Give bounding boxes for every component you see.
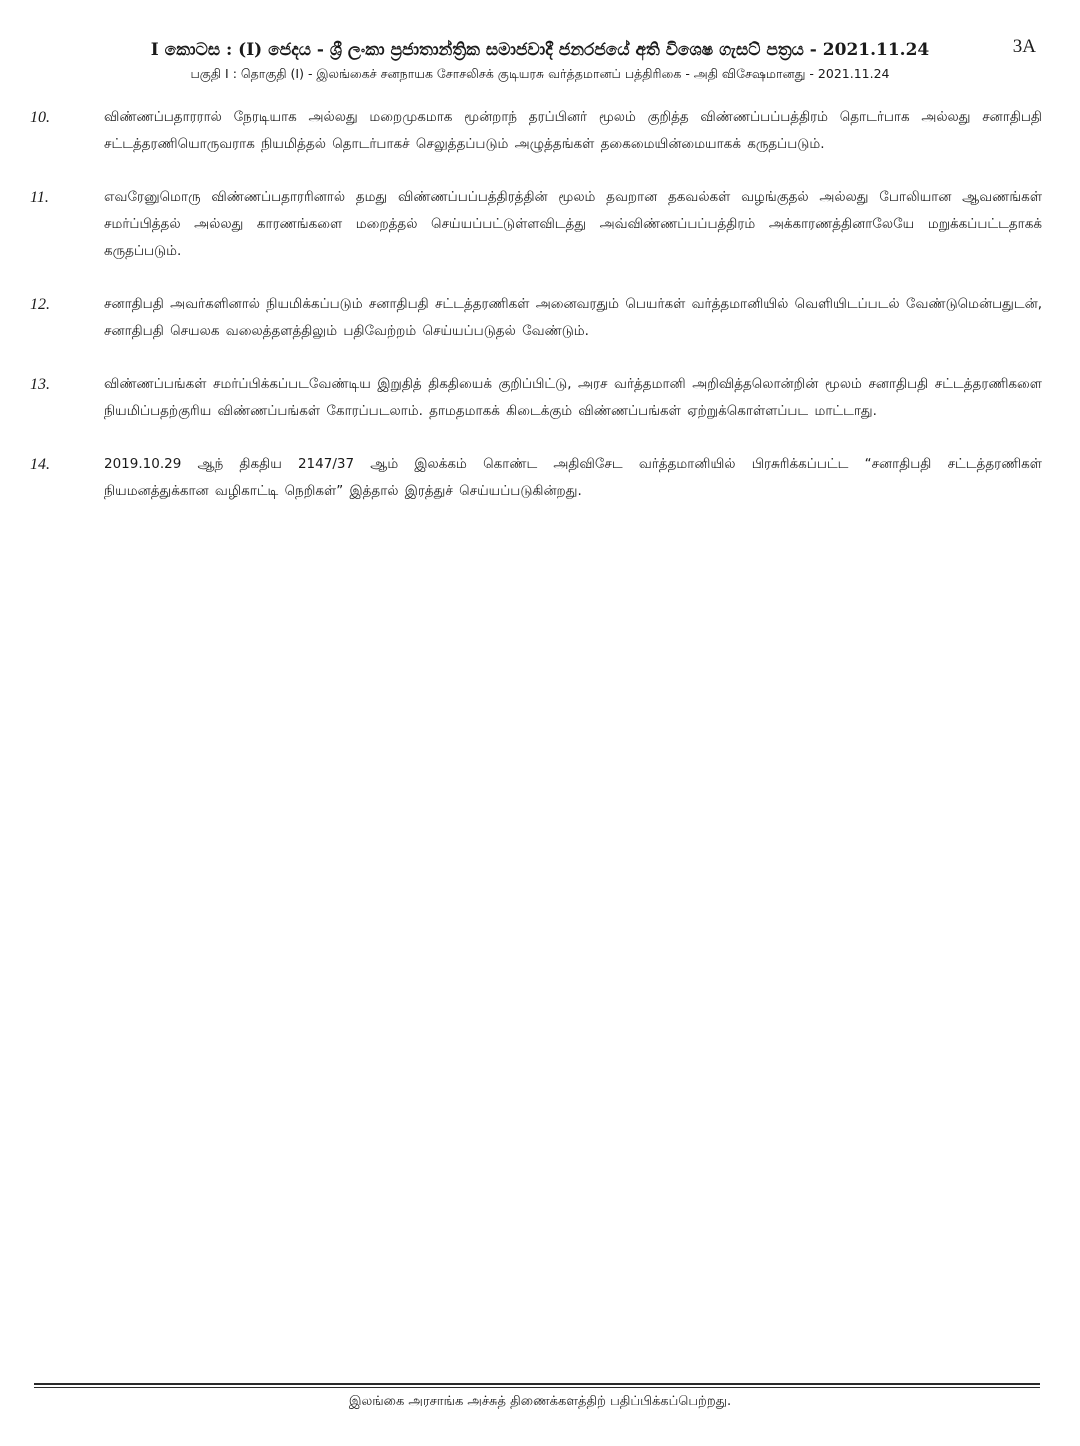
clause-text: விண்ணப்பதாரரால் நேரடியாக அல்லது மறைமுகமாக மூன்றாந் தரப்பினர் மூலம் குறித்த விண்ணப்பப்பத்திரம் தொடர்பாக அல்லது சனாதிபதி சட்டத்தரணியொருவராக நியமித்தல் தொடர்பாகச் செலுத்தப்படும் அழுத்தங்கள் தகைமையின்மையாகக் கருதப்படும்.: [104, 109, 1042, 152]
clause-text: சனாதிபதி அவர்களினால் நியமிக்கப்படும் சனாதிபதி சட்டத்தரணிகள் அனைவரதும் பெயர்கள் வர்த்தமானியில் வெளியிடப்படல் வேண்டுமென்பதுடன், சனாதிபதி செயலக வலைத்தளத்திலும் பதிவேற்றம் செய்யப்படுதல் வேண்டும்.: [104, 296, 1042, 339]
clause-number: 11.: [30, 189, 49, 206]
clause-number: 10.: [30, 109, 50, 126]
clause-12: [30, 291, 1042, 345]
clause-13: [30, 371, 1042, 425]
clause-number: 13.: [30, 376, 50, 393]
page-number: 3A: [1012, 36, 1036, 57]
header-sinhala-title: I කොටස : (I) ජෙදය - ශ්‍රී ලංකා ප්‍රජාතාන්ත්‍රික සමාජවාදී ජනරජයේ අති විශෙෂ ගැසට් පත්‍රය - 2021.11.24: [150, 40, 930, 60]
footer-printer-note: இலங்கை அரசாங்க அச்சுத் திணைக்களத்திற் பதிப்பிக்கப்பெற்றது.: [348, 1394, 732, 1409]
header-tamil-title: பகுதி I : தொகுதி (I) - இலங்கைச் சனநாயக சோசலிசக் குடியரசு வர்த்தமானப் பத்திரிகை - அதி விசேஷமானது - 2021.11.24: [190, 66, 890, 81]
clause-text: விண்ணப்பங்கள் சமர்ப்பிக்கப்படவேண்டிய இறுதித் திகதியைக் குறிப்பிட்டு, அரச வர்த்தமானி அறிவித்தலொன்றின் மூலம் சனாதிபதி சட்டத்தரணிகளை நியமிப்பதற்குரிய விண்ணப்பங்கள் கோரப்படலாம். தாமதமாகக் கிடைக்கும் விண்ணப்பங்கள் ஏற்றுக்கொள்ளப்பட மாட்டாது.: [104, 376, 1042, 419]
footer-divider: [34, 1383, 1040, 1385]
clause-number: 12.: [30, 296, 50, 313]
clause-14: [30, 451, 1042, 505]
footer-divider-thin: [34, 1387, 1040, 1388]
clause-text: 2019.10.29 ஆந் திகதிய 2147/37 ஆம் இலக்கம் கொண்ட அதிவிசேட வர்த்தமானியில் பிரசுரிக்கப்பட்ட “சனாதிபதி சட்டத்தரணிகள் நியமனத்துக்கான வழிகாட்டி நெறிகள்” இத்தால் இரத்துச் செய்யப்படுகின்றது.: [104, 456, 1042, 499]
clause-10: [30, 104, 1042, 158]
document-body: [30, 104, 1042, 531]
clause-text: எவரேனுமொரு விண்ணப்பதாரரினால் தமது விண்ணப்பப்பத்திரத்தின் மூலம் தவறான தகவல்கள் வழங்குதல் அல்லது போலியான ஆவணங்கள் சமர்ப்பித்தல் அல்லது காரணங்களை மறைத்தல் செய்யப்பட்டுள்ளவிடத்து அவ்விண்ணப்பப்பத்திரம் அக்காரணத்தினாலேயே மறுக்கப்பட்டதாகக் கருதப்படும்.: [104, 189, 1042, 259]
page-header: [0, 36, 1080, 84]
clause-11: [30, 184, 1042, 265]
clause-number: 14.: [30, 456, 50, 473]
